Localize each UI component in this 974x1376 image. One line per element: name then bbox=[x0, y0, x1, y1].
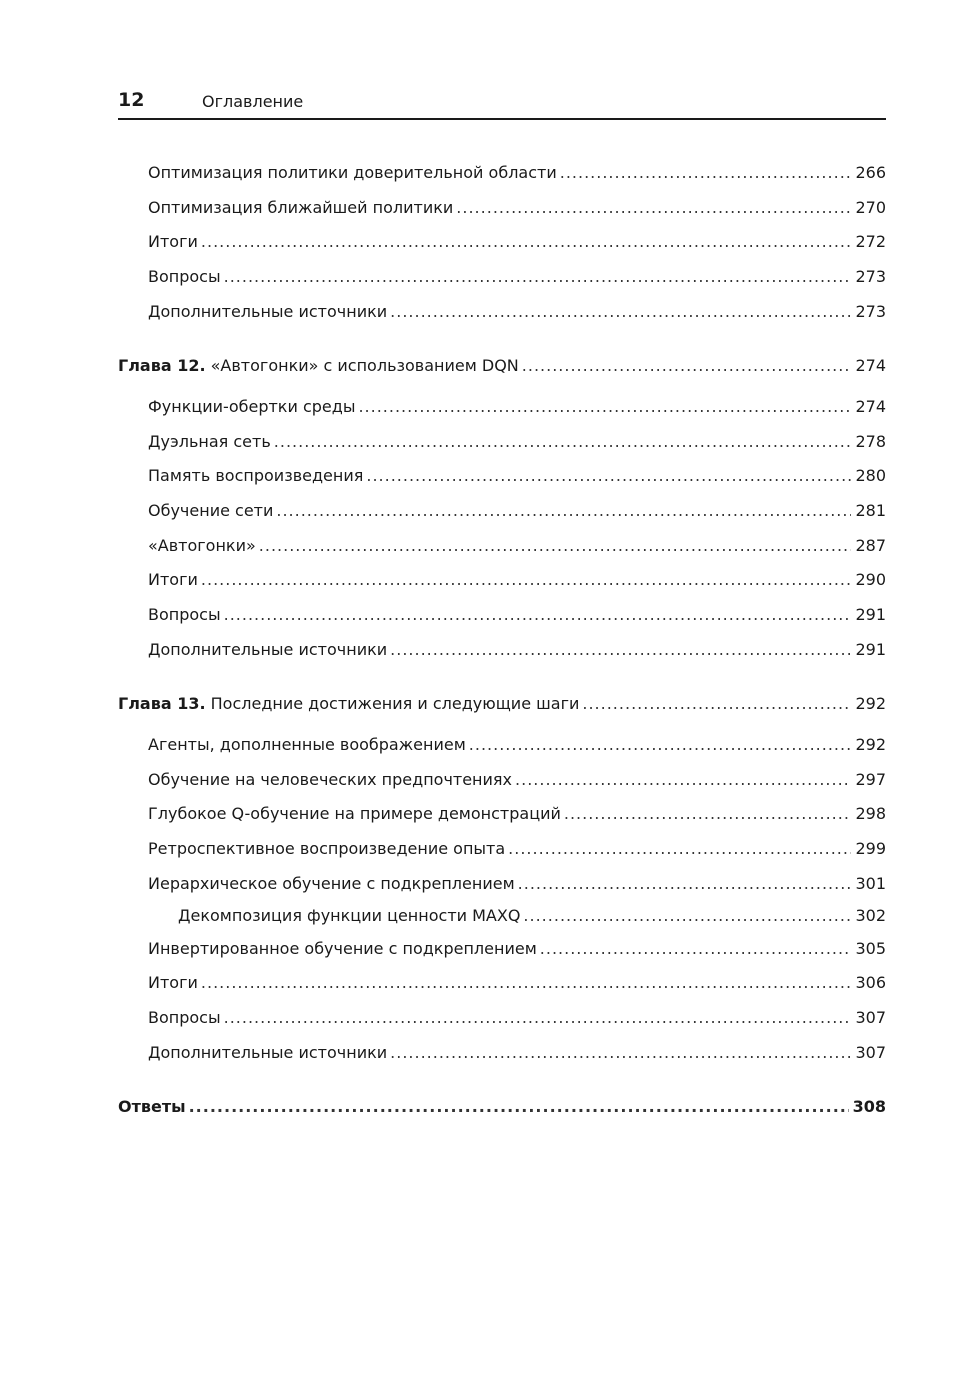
toc-entry-title: Итоги bbox=[148, 232, 198, 251]
toc-entry-page: 291 bbox=[855, 640, 886, 659]
dot-leader bbox=[224, 603, 852, 627]
dot-leader bbox=[390, 1041, 851, 1065]
dot-leader bbox=[366, 464, 851, 488]
dot-leader bbox=[518, 872, 852, 896]
toc-entry-page: 291 bbox=[855, 605, 886, 624]
dot-leader bbox=[390, 638, 851, 662]
toc-subentry[interactable] bbox=[178, 904, 886, 928]
toc-entry-title: Итоги bbox=[148, 973, 198, 992]
dot-leader bbox=[189, 1095, 849, 1119]
toc-entry-page: 280 bbox=[855, 466, 886, 485]
toc-entry-title: Глубокое Q-обучение на примере демонстраций bbox=[148, 804, 561, 823]
toc-chapter-title bbox=[118, 354, 519, 378]
dot-leader bbox=[224, 1006, 852, 1030]
toc-entry-title: Ретроспективное воспроизведение опыта bbox=[148, 839, 506, 858]
toc-entry[interactable] bbox=[148, 1041, 886, 1065]
toc-chapter-label: Глава 13. bbox=[118, 694, 206, 713]
dot-leader bbox=[201, 971, 852, 995]
running-head: Оглавление bbox=[202, 92, 304, 111]
toc-entry-page: 302 bbox=[855, 906, 886, 925]
toc-entry-page: 292 bbox=[855, 735, 886, 754]
toc-chapter-name: Последние достижения и следующие шаги bbox=[210, 694, 580, 713]
dot-leader bbox=[201, 230, 852, 254]
dot-leader bbox=[508, 837, 851, 861]
toc-chapter-name: «Автогонки» с использованием DQN bbox=[210, 356, 519, 375]
toc-chapter-13[interactable] bbox=[118, 692, 886, 716]
toc-entry-page: 273 bbox=[855, 302, 886, 321]
toc-entry[interactable] bbox=[148, 196, 886, 220]
toc-entry[interactable] bbox=[148, 568, 886, 592]
toc-chapter-page: 292 bbox=[855, 694, 886, 713]
toc-answers-page: 308 bbox=[852, 1097, 886, 1116]
toc-entry[interactable] bbox=[148, 534, 886, 558]
dot-leader bbox=[523, 904, 851, 928]
toc-entry[interactable] bbox=[148, 603, 886, 627]
toc-entry-title: Дополнительные источники bbox=[148, 1043, 388, 1062]
toc-entry-page: 266 bbox=[855, 163, 886, 182]
dot-leader bbox=[560, 161, 852, 185]
toc-entry-title: Обучение сети bbox=[148, 501, 274, 520]
dot-leader bbox=[201, 568, 852, 592]
dot-leader bbox=[564, 802, 852, 826]
toc-entry[interactable] bbox=[148, 230, 886, 254]
toc-entry-title: Оптимизация политики доверительной области bbox=[148, 163, 557, 182]
toc-chapter-label: Глава 12. bbox=[118, 356, 206, 375]
toc-entry[interactable] bbox=[148, 161, 886, 185]
toc-entry-page: 307 bbox=[855, 1008, 886, 1027]
dot-leader bbox=[358, 395, 851, 419]
dot-leader bbox=[390, 300, 851, 324]
toc-entry-title: Дополнительные источники bbox=[148, 302, 388, 321]
toc-entry-title: Декомпозиция функции ценности MAXQ bbox=[178, 906, 521, 925]
toc-entry-title: Агенты, дополненные воображением bbox=[148, 735, 466, 754]
toc-entry[interactable] bbox=[148, 464, 886, 488]
toc-entry-title: «Автогонки» bbox=[148, 536, 256, 555]
toc-entry[interactable] bbox=[148, 638, 886, 662]
toc-entry[interactable] bbox=[148, 499, 886, 523]
toc-entry[interactable] bbox=[148, 837, 886, 861]
dot-leader bbox=[540, 937, 852, 961]
toc-entry-page: 306 bbox=[855, 973, 886, 992]
toc-entry-page: 307 bbox=[855, 1043, 886, 1062]
toc-entry-title: Дополнительные источники bbox=[148, 640, 388, 659]
toc-entry[interactable] bbox=[148, 937, 886, 961]
toc-chapter-12[interactable] bbox=[118, 354, 886, 378]
toc-entry-title: Итоги bbox=[148, 570, 198, 589]
toc-entry-page: 301 bbox=[855, 874, 886, 893]
toc-entry-title: Вопросы bbox=[148, 1008, 221, 1027]
toc-entry[interactable] bbox=[148, 265, 886, 289]
page-header bbox=[118, 86, 886, 120]
toc-answers-title: Ответы bbox=[118, 1097, 186, 1116]
toc-entry-title: Вопросы bbox=[148, 267, 221, 286]
dot-leader bbox=[259, 534, 852, 558]
dot-leader bbox=[276, 499, 851, 523]
toc-entry[interactable] bbox=[148, 395, 886, 419]
toc-entry-title: Инвертированное обучение с подкреплением bbox=[148, 939, 537, 958]
toc-entry-page: 297 bbox=[855, 770, 886, 789]
toc-entry-title: Дуэльная сеть bbox=[148, 432, 271, 451]
toc-entry[interactable] bbox=[148, 971, 886, 995]
toc-entry-page: 287 bbox=[855, 536, 886, 555]
toc-answers[interactable] bbox=[118, 1095, 886, 1119]
toc-entry-page: 278 bbox=[855, 432, 886, 451]
dot-leader bbox=[469, 733, 852, 757]
toc-entry-page: 272 bbox=[855, 232, 886, 251]
toc-entry[interactable] bbox=[148, 300, 886, 324]
toc-entry[interactable] bbox=[148, 768, 886, 792]
toc-entry-title: Память воспроизведения bbox=[148, 466, 364, 485]
dot-leader bbox=[582, 692, 851, 716]
toc-entry-page: 274 bbox=[855, 397, 886, 416]
toc-entry-page: 270 bbox=[855, 198, 886, 217]
dot-leader bbox=[522, 354, 852, 378]
toc-entry[interactable] bbox=[148, 802, 886, 826]
toc-chapter-title bbox=[118, 692, 579, 716]
toc-entry-page: 305 bbox=[855, 939, 886, 958]
toc-entry-title: Оптимизация ближайшей политики bbox=[148, 198, 454, 217]
dot-leader bbox=[515, 768, 851, 792]
toc-entry-title: Обучение на человеческих предпочтениях bbox=[148, 770, 513, 789]
toc-chapter-page: 274 bbox=[855, 356, 886, 375]
toc-entry[interactable] bbox=[148, 1006, 886, 1030]
dot-leader bbox=[274, 430, 852, 454]
toc-entry[interactable] bbox=[148, 430, 886, 454]
toc-entry-title: Вопросы bbox=[148, 605, 221, 624]
toc-entry-page: 298 bbox=[855, 804, 886, 823]
toc-entry-page: 281 bbox=[855, 501, 886, 520]
toc-entry-page: 290 bbox=[855, 570, 886, 589]
toc-entry-page: 273 bbox=[855, 267, 886, 286]
dot-leader bbox=[456, 196, 851, 220]
dot-leader bbox=[224, 265, 852, 289]
toc-entry[interactable] bbox=[148, 733, 886, 757]
toc-entry-title: Иерархическое обучение с подкреплением bbox=[148, 874, 515, 893]
page-number: 12 bbox=[118, 89, 145, 111]
toc-entry-page: 299 bbox=[855, 839, 886, 858]
toc-entry[interactable] bbox=[148, 872, 886, 896]
toc-entry-title: Функции-обертки среды bbox=[148, 397, 356, 416]
